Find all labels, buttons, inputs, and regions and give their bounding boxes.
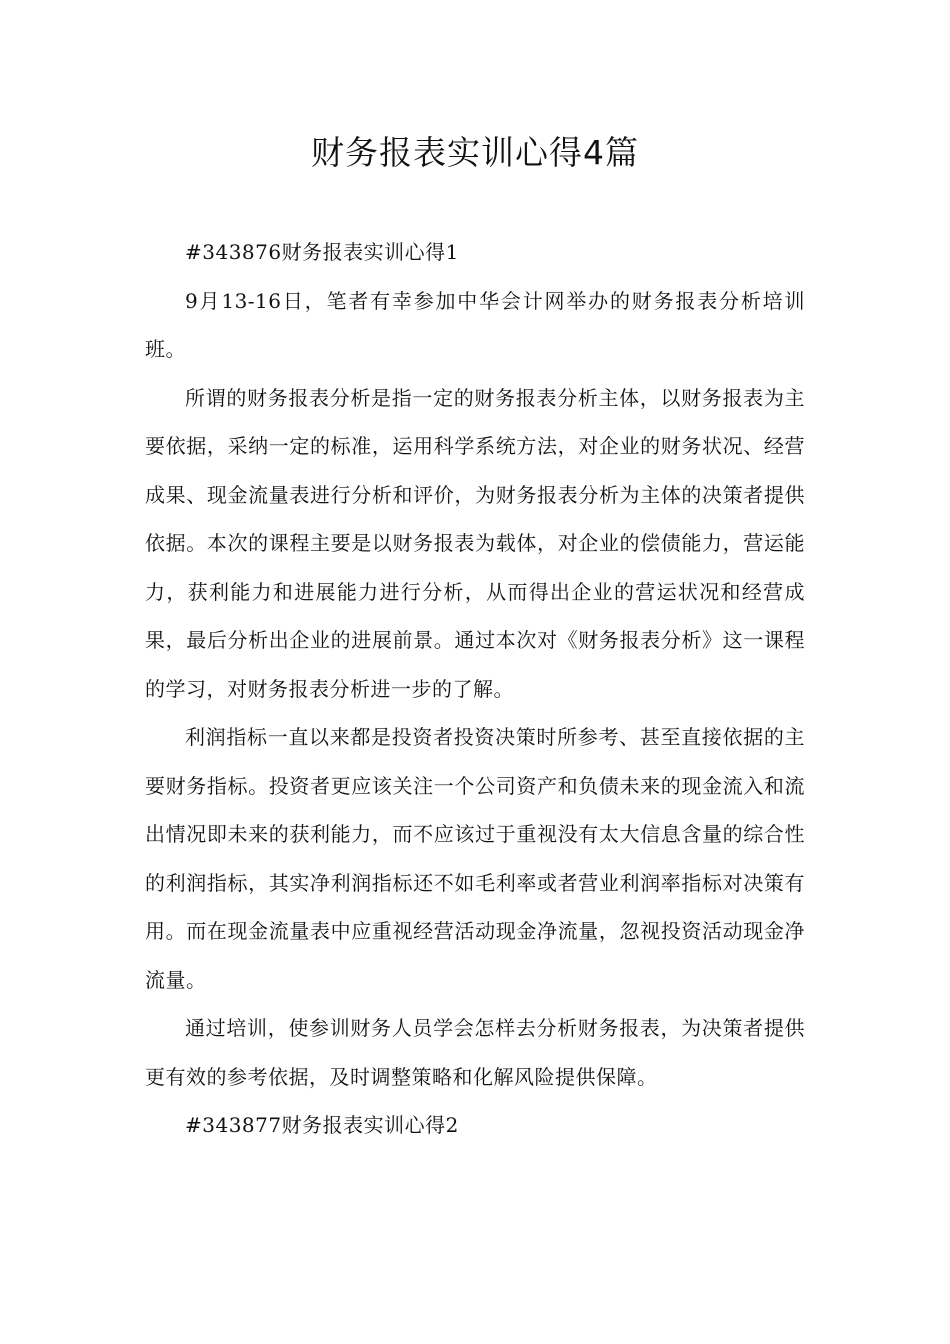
- document-body: [145, 228, 805, 1150]
- paragraph: 利润指标一直以来都是投资者投资决策时所参考、甚至直接依据的主要财务指标。投资者更应该关注一个公司资产和负债未来的现金流入和流出情况即未来的获利能力，而不应该过于重视没有太大信息含量的综合性的利润指标，其实净利润指标还不如毛利率或者营业利润率指标对决策有用。而在现金流量表中应重视经营活动现金净流量，忽视投资活动现金净流量。: [145, 725, 805, 992]
- paragraph: 9月13-16日，笔者有幸参加中华会计网举办的财务报表分析培训班。: [145, 288, 805, 361]
- document-title: 财务报表实训心得4篇: [311, 133, 639, 172]
- paragraph: 通过培训，使参训财务人员学会怎样去分析财务报表，为决策者提供更有效的参考依据，及时调整策略和化解风险提供保障。: [145, 1016, 805, 1089]
- section-heading-2: #343877财务报表实训心得2: [185, 1113, 459, 1137]
- section-heading-1: #343876财务报表实训心得1: [185, 240, 459, 264]
- paragraph: 所谓的财务报表分析是指一定的财务报表分析主体，以财务报表为主要依据，采纳一定的标准，运用科学系统方法，对企业的财务状况、经营成果、现金流量表进行分析和评价，为财务报表分析为主体的决策者提供依据。本次的课程主要是以财务报表为载体，对企业的偿债能力，营运能力，获利能力和进展能力进行分析，从而得出企业的营运状况和经营成果，最后分析出企业的进展前景。通过本次对《财务报表分析》这一课程的学习，对财务报表分析进一步的了解。: [145, 385, 805, 701]
